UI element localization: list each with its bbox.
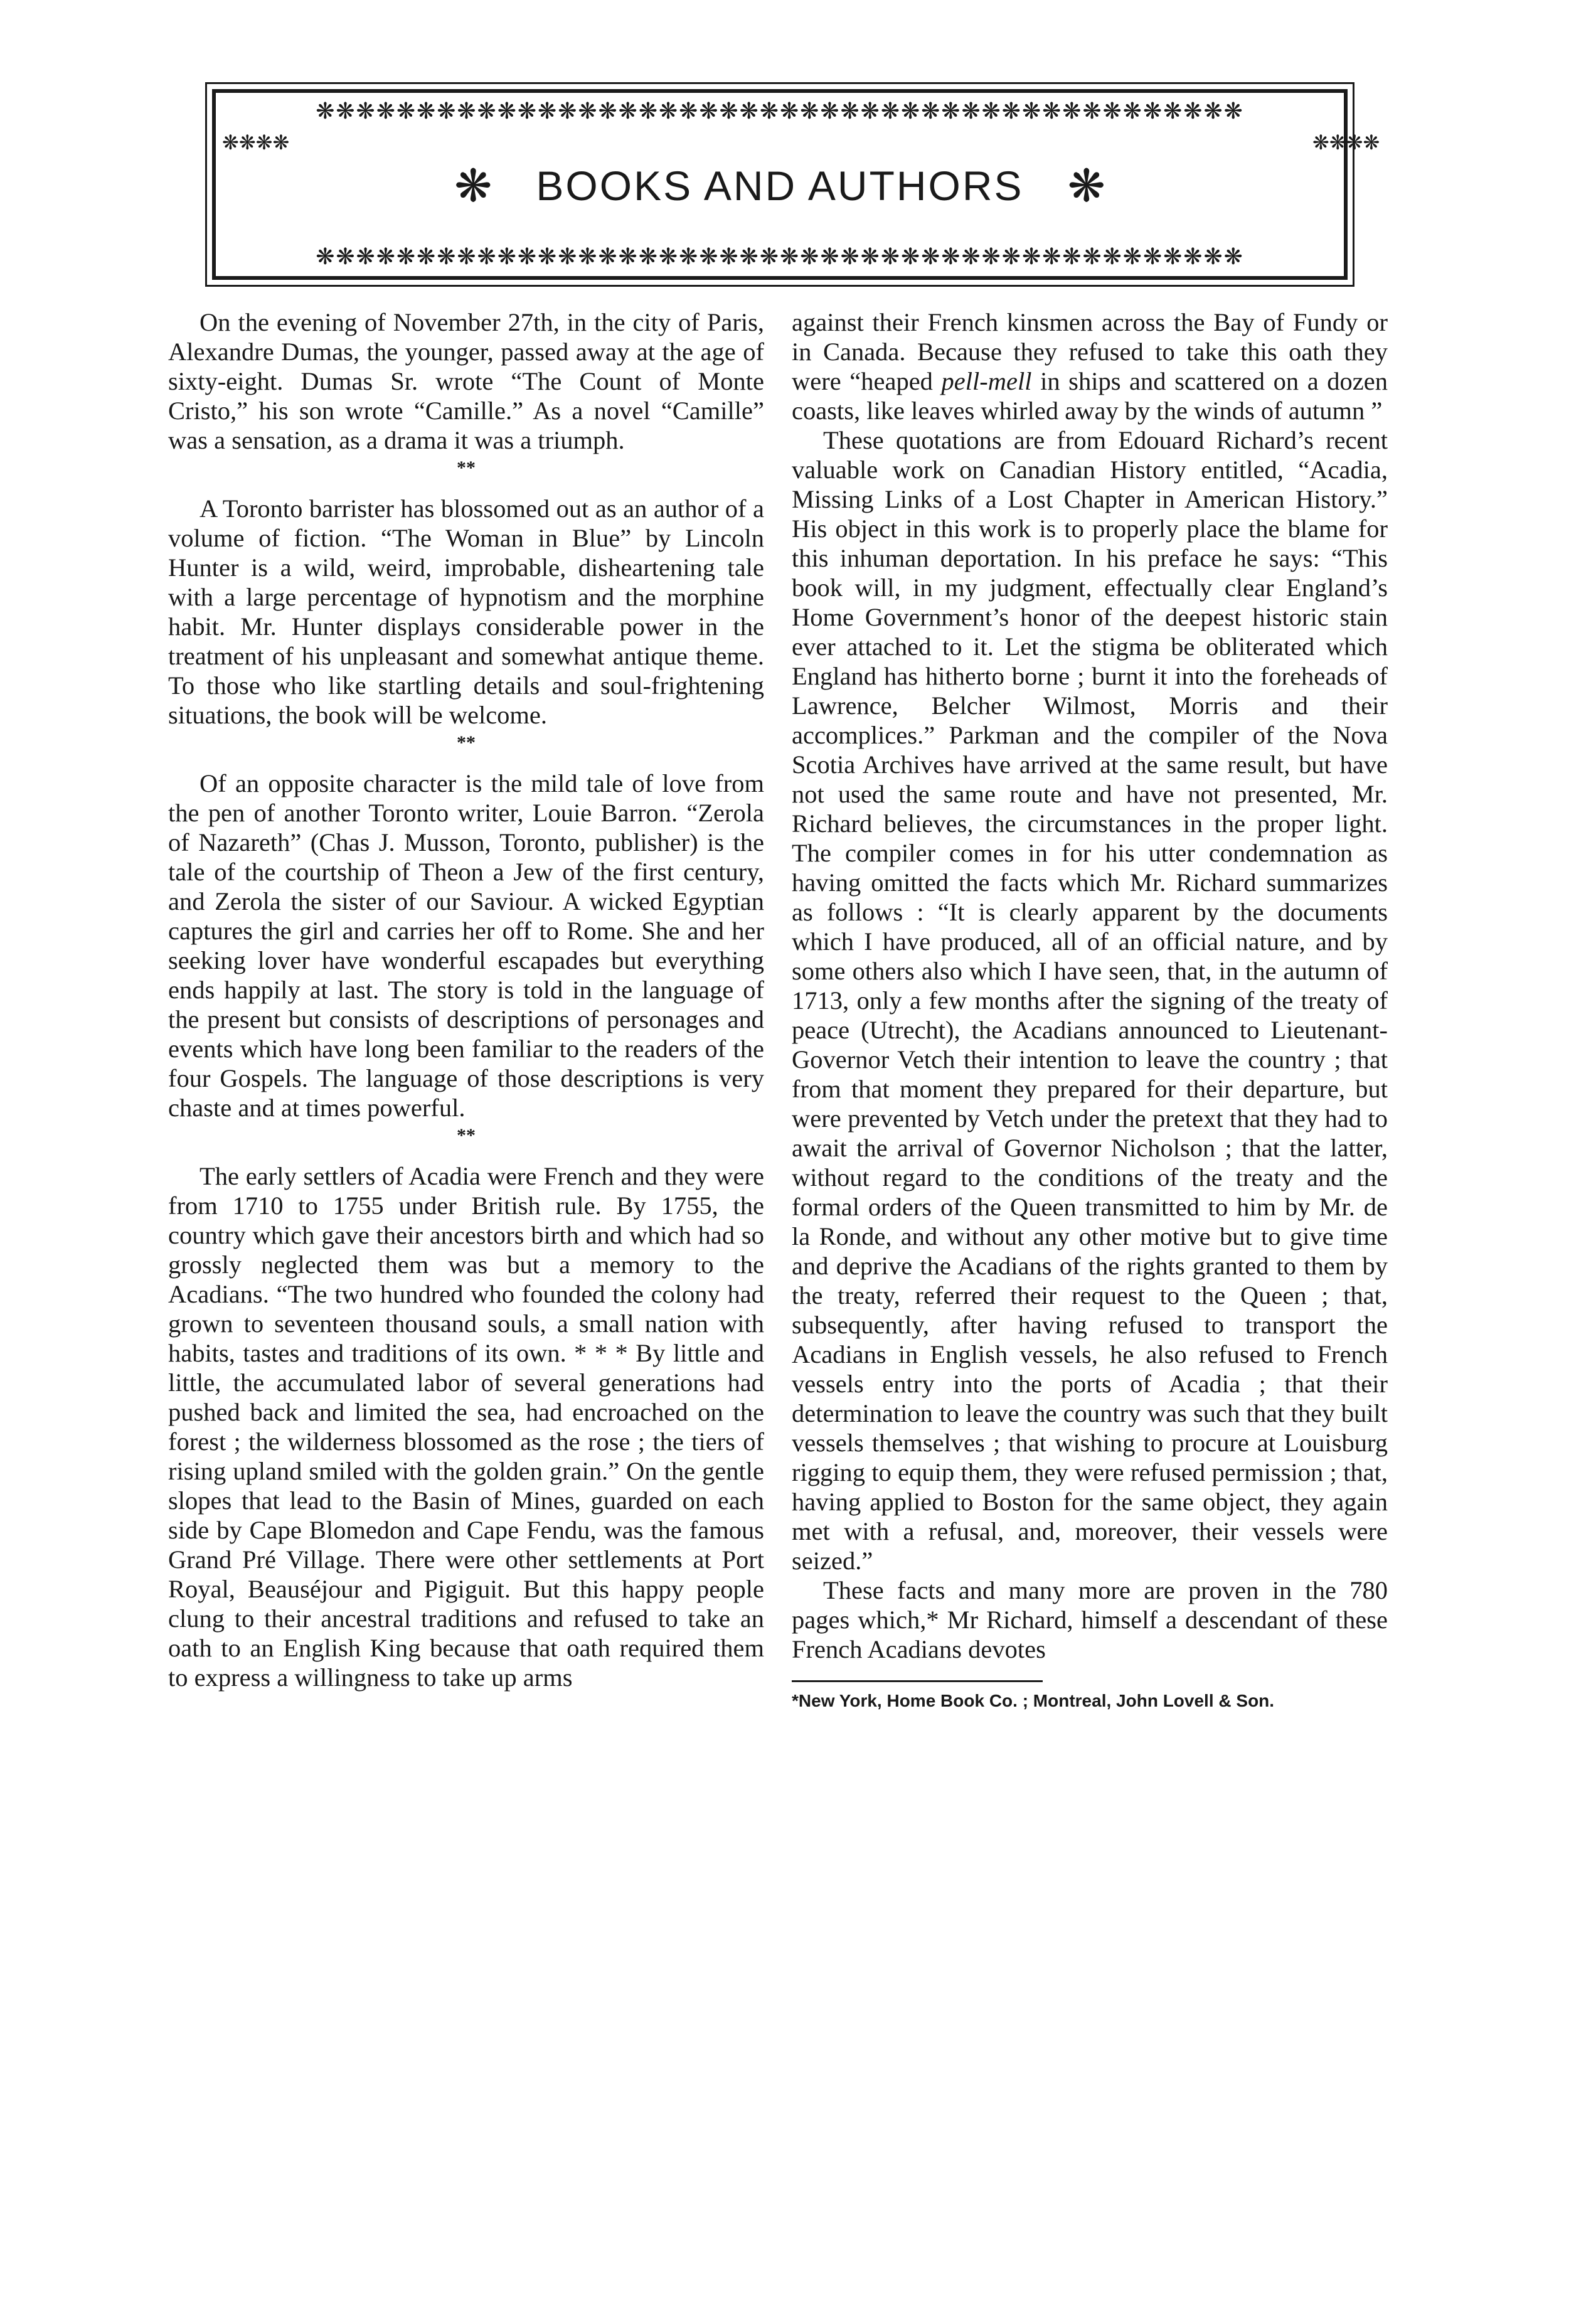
paragraph-richard-quotations: These quotations are from Edouard Richard’s recent valuable work on Canadian History entitled, “Acadia, Missing Links of a Lost Chapter in American History.” His object in this work is to properly place the blame for this inhuman deportation. In his preface he says: “This book will, in my judgment, effectually clear England’s Home Government’s honor of the deepest historic stain ever attached to it. Let the stigma be obliterated which England has hitherto borne ; burnt it into the foreheads of Lawrence, Belcher Wilmost, Morris and their accomplices.” Parkman and the compiler of the Nova Scotia Archives have arrived at the same result, but have not used the same route and have not presented, Mr. Richard believes, the circumstances in the proper light. The compiler comes in for his utter condemnation as having omitted the facts which Mr. Richard summarizes as follows : “It is clearly apparent by the documents which I have produced, all of an official nature, and by some others also which I have seen, that, in the autumn of 1713, only a few months after the signing of the treaty of peace (Utrecht), the Acadians announced to Lieutenant-Governor Vetch their intention to leave the country ; that from that moment they prepared for their departure, but were prevented by Vetch under the pretext that they had to await the arrival of Governor Nicholson ; that the latter, without regard to the conditions of the treaty and the formal orders of the Queen transmitted to him by Mr. de la Ronde, and without any other motive but to give time and deprive the Acadians of the rights granted to them by the treaty, referred their request to the Queen ; that, subsequently, after having refused to transport the Acadians in English vessels, he also refused to French vessels entry into the ports of Acadia ; that their determination to leave the country was such that they built vessels themselves ; that wishing to procure at Louisburg rigging to equip them, they were refused permission ; that, having applied to Boston for the same object, they again met with a refusal, and, moreover, their vessels were seized.” — [792, 426, 1388, 1575]
section-separator: ** — [457, 457, 476, 478]
paragraph-dumas: On the evening of November 27th, in the city of Paris, Alexandre Dumas, the younger, passed away at the age of sixty-eight. Dumas Sr. wrote “The Count of Monte Cristo,” his son wrote “Camille.” As a novel “Camille” was a sensation, as a drama it was a triumph. — [168, 308, 764, 454]
paragraph-continued — [792, 307, 1388, 425]
paragraph-acadia: The early settlers of Acadia were French and they were from 1710 to 1755 under British rule. By 1755, the country which gave their ancestors birth and which had so grossly neglected them was but a memory to the Acadians. “The two hundred who founded the colony had grown to seventeen thousand souls, a small nation with habits, tastes and traditions of its own. * * * By little and little, the accumulated labor of several generations had pushed back and limited the sea, had encroached on the forest ; the wilderness blossomed as the rose ; the tiers of rising upland smiled with the golden grain.” On the gentle slopes that lead to the Basin of Mines, guarded on each side by Cape Blomedon and Cape Fendu, was the famous Grand Pré Village. There were other settlements at Port Royal, Beauséjour and Pigiguit. But this happy people clung to their ancestral traditions and refused to take an oath to an English King because that oath required them to express a willingness to take up arms — [168, 1162, 764, 1692]
section-separator: ** — [457, 732, 476, 753]
text-column-right — [792, 307, 1388, 1712]
flower-ornament-icon: ❋ — [454, 159, 492, 212]
footnote-divider — [792, 1680, 1043, 1682]
ornament-border-left: ❋❋❋❋ — [222, 131, 290, 154]
paragraph-text: in ships and scattered on a dozen coasts, like leaves whirled away by the winds of autumn ” — [792, 367, 1388, 425]
paragraph-text: against their French kinsmen across the Bay of Fundy or in Canada. Because they refused to take this oath they were “heaped — [792, 308, 1388, 395]
text-column-left — [168, 307, 764, 1692]
italic-phrase: pell-mell — [941, 367, 1032, 395]
ornament-border-right: ❋❋❋❋ — [1312, 131, 1380, 154]
flower-ornament-icon: ❋ — [1067, 159, 1105, 212]
footnote: *New York, Home Book Co. ; Montreal, John Lovell & Son. — [792, 1691, 1275, 1710]
section-title: BOOKS AND AUTHORS — [536, 163, 1024, 209]
ornament-border-bottom: ❋❋❋❋❋❋❋❋❋❋❋❋❋❋❋❋❋❋❋❋❋❋❋❋❋❋❋❋❋❋❋❋❋❋❋❋❋❋❋❋❋❋❋❋❋❋ — [316, 244, 1244, 270]
section-header — [212, 89, 1380, 280]
paragraph-woman-in-blue: A Toronto barrister has blossomed out as an author of a volume of fiction. “The Woman in Blue” by Lincoln Hunter is a wild, weird, improbable, disheartening tale with a large percentage of hypnotism and the morphine habit. Mr. Hunter displays considerable power in the treatment of his unpleasant and somewhat antique theme. To those who like startling details and soul-frightening situations, the book will be welcome. — [168, 494, 764, 729]
paragraph-780-pages: These facts and many more are proven in the 780 pages which,* Mr Richard, himself a descendant of these French Acadians devotes — [792, 1576, 1388, 1663]
header-title-line — [216, 154, 1344, 217]
ornament-border-top: ❋❋❋❋❋❋❋❋❋❋❋❋❋❋❋❋❋❋❋❋❋❋❋❋❋❋❋❋❋❋❋❋❋❋❋❋❋❋❋❋❋❋❋❋❋❋ — [316, 99, 1244, 124]
section-separator: ** — [457, 1125, 476, 1146]
paragraph-zerola: Of an opposite character is the mild tale of love from the pen of another Toronto writer, Louie Barron. “Zerola of Nazareth” (Chas J. Musson, Toronto, publisher) is the tale of the courtship of Theon a Jew of the first century, and Zerola the sister of our Saviour. A wicked Egyptian captures the girl and carries her off to Rome. She and her seeking lover have wonderful escapades but everything ends happily at last. The story is told in the language of the present but consists of descriptions of personages and events which have long been familiar to the readers of the four Gospels. The language of those descriptions is very chaste and at times powerful. — [168, 769, 764, 1122]
